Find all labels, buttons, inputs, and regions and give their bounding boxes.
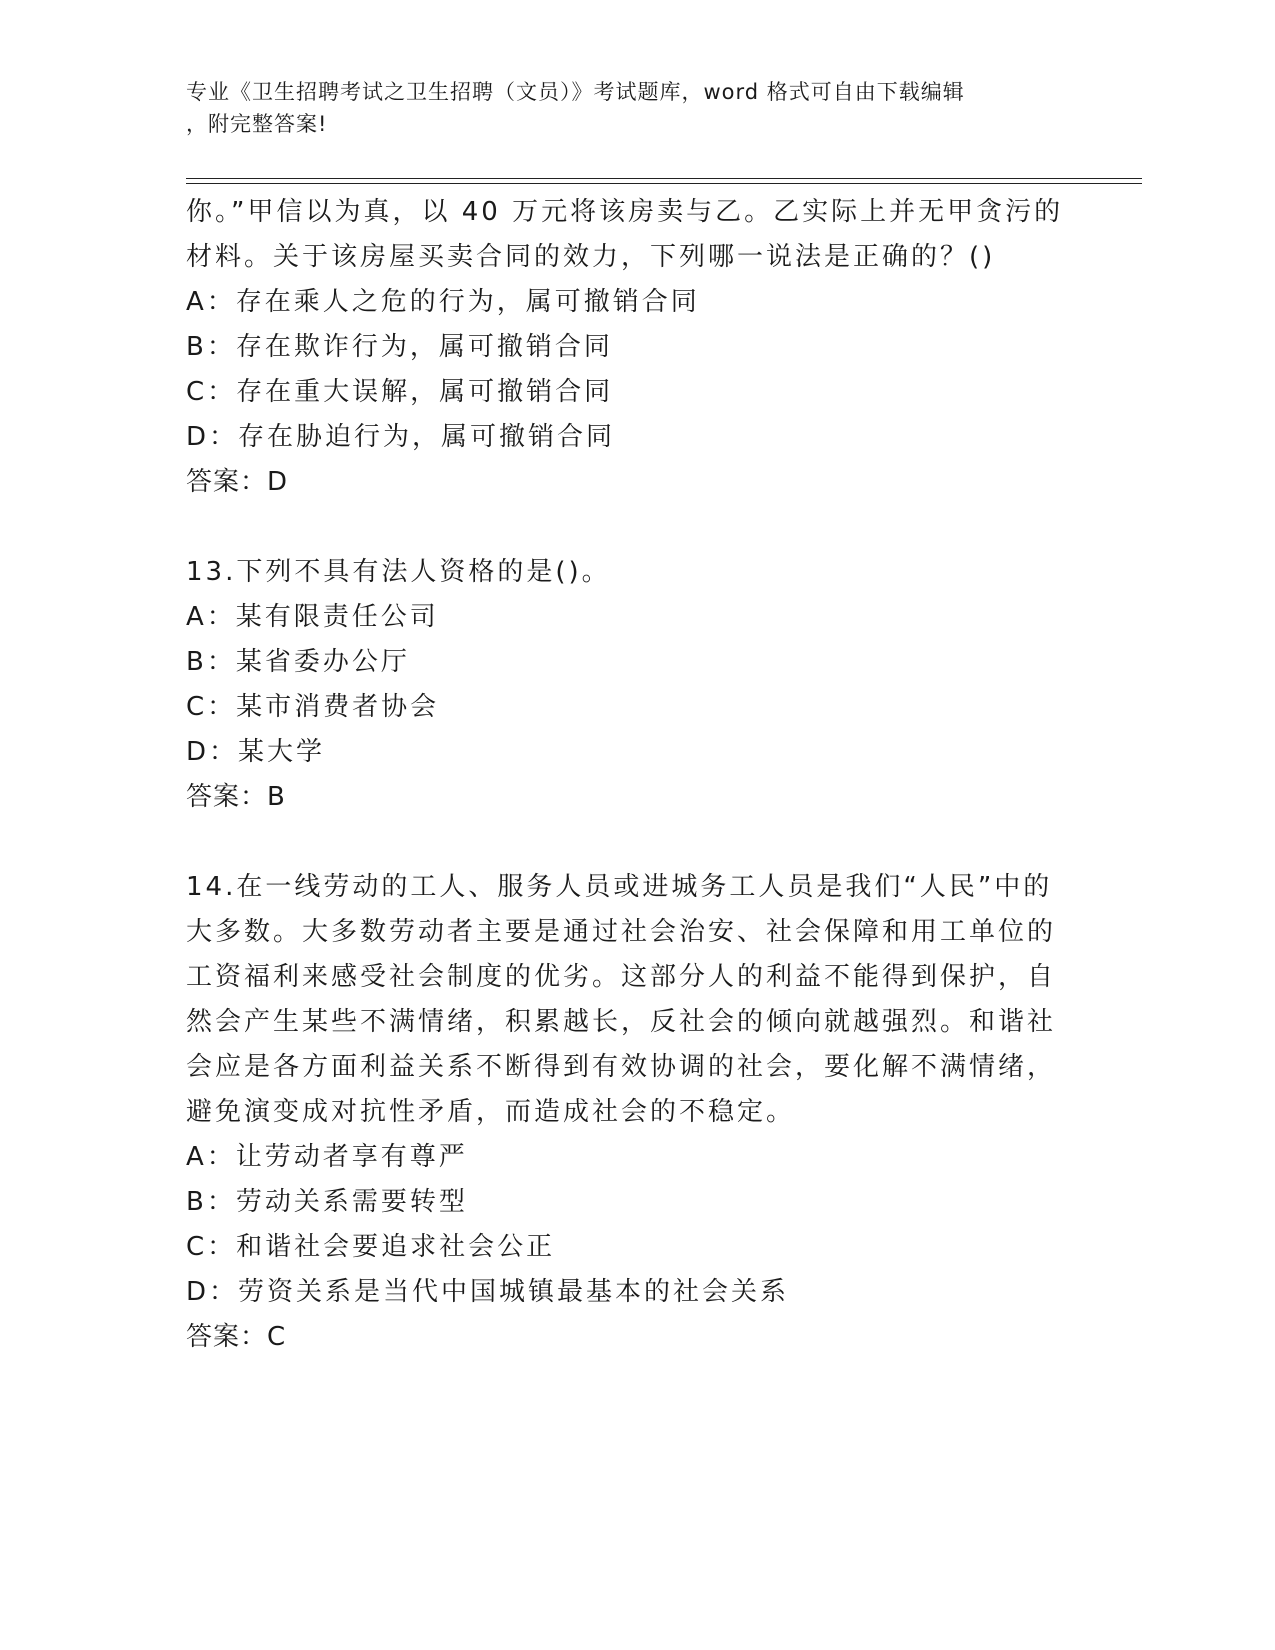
question-text-line: 大多数。大多数劳动者主要是通过社会治安、社会保障和用工单位的: [186, 917, 1057, 947]
option-b: B：某省委办公厅: [186, 647, 410, 677]
option-c: C：某市消费者协会: [186, 692, 440, 722]
question-text-line: 然会产生某些不满情绪，积累越长，反社会的倾向就越强烈。和谐社: [186, 1007, 1057, 1037]
question-14: [186, 865, 1086, 1360]
document-header: [186, 76, 1066, 140]
header-divider-bottom: [186, 183, 1142, 184]
option-a: A：让劳动者享有尊严: [186, 1142, 468, 1172]
option-b: B：劳动关系需要转型: [186, 1187, 468, 1217]
option-d: D：劳资关系是当代中国城镇最基本的社会关系: [186, 1277, 790, 1307]
header-divider-top: [186, 178, 1142, 179]
option-c: C：和谐社会要追求社会公正: [186, 1232, 556, 1262]
option-d: D：存在胁迫行为，属可撤销合同: [186, 422, 616, 452]
header-line-2: ，附完整答案!: [186, 112, 328, 136]
question-text-line: 会应是各方面利益关系不断得到有效协调的社会，要化解不满情绪，: [186, 1052, 1057, 1082]
question-text-line: 工资福利来感受社会制度的优劣。这部分人的利益不能得到保护，自: [186, 962, 1057, 992]
question-text-line: 避免演变成对抗性矛盾，而造成社会的不稳定。: [186, 1097, 796, 1127]
option-a: A：存在乘人之危的行为，属可撤销合同: [186, 287, 700, 317]
option-a: A：某有限责任公司: [186, 602, 439, 632]
question-list: [186, 190, 1086, 1360]
option-d: D：某大学: [186, 737, 326, 767]
header-line-1: 专业《卫生招聘考试之卫生招聘（文员）》考试题库，word 格式可自由下载编辑: [186, 80, 965, 104]
option-c: C：存在重大误解，属可撤销合同: [186, 377, 614, 407]
answer-line: 答案：B: [186, 782, 286, 812]
question-text-line: 13.下列不具有法人资格的是()。: [186, 557, 611, 587]
section-spacer: [186, 820, 1086, 865]
question-12: [186, 190, 1086, 505]
option-b: B：存在欺诈行为，属可撤销合同: [186, 332, 613, 362]
question-text-line: 材料。关于该房屋买卖合同的效力，下列哪一说法是正确的？(): [186, 242, 996, 272]
question-13: [186, 550, 1086, 820]
section-spacer: [186, 505, 1086, 550]
question-text-line: 你。”甲信以为真，以 40 万元将该房卖与乙。乙实际上并无甲贪污的: [186, 197, 1064, 227]
answer-line: 答案：C: [186, 1322, 287, 1352]
answer-line: 答案：D: [186, 467, 289, 497]
question-text-line: 14.在一线劳动的工人、服务人员或进城务工人员是我们“人民”中的: [186, 872, 1053, 902]
